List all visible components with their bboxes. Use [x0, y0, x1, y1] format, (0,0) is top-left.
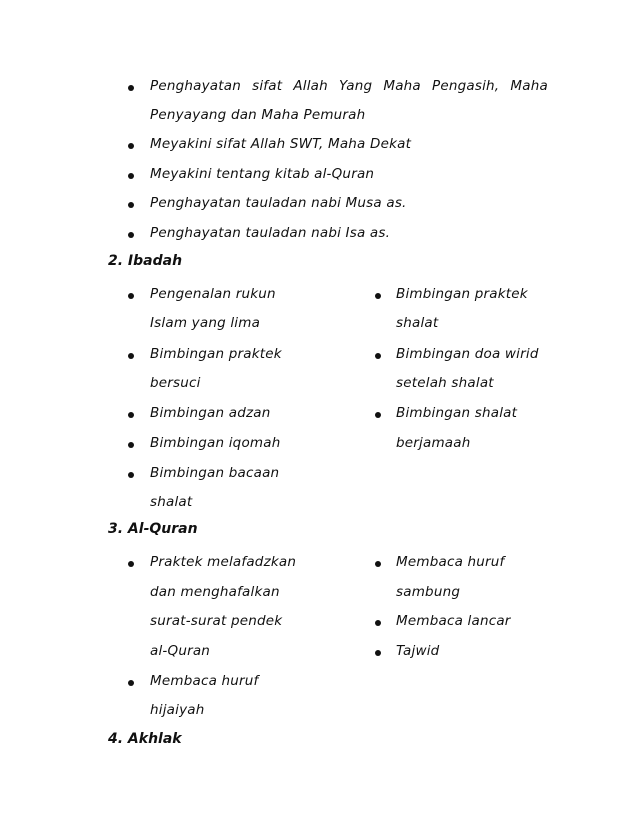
bullet-icon: [128, 85, 134, 91]
list-item-continuation: setelah shalat: [396, 375, 494, 391]
bullet-icon: [375, 561, 381, 567]
list-item: Bimbingan adzan: [150, 405, 271, 421]
list-item-word: Allah: [293, 78, 328, 94]
bullet-icon: [375, 293, 381, 299]
list-item-word: sifat: [252, 78, 283, 94]
list-item: Bimbingan doa wirid: [396, 346, 539, 362]
bullet-icon: [128, 173, 134, 179]
list-item-continuation: shalat: [150, 494, 193, 510]
list-item: Pengenalan rukun: [150, 286, 276, 302]
list-item-continuation: hijaiyah: [150, 702, 205, 718]
bullet-icon: [375, 353, 381, 359]
bullet-icon: [128, 143, 134, 149]
list-item-continuation: Penyayang dan Maha Pemurah: [150, 107, 366, 123]
list-item: Bimbingan shalat: [396, 405, 518, 421]
list-item-continuation: berjamaah: [396, 435, 471, 451]
bullet-icon: [128, 293, 134, 299]
list-item: Bimbingan iqomah: [150, 435, 281, 451]
list-item: Membaca huruf: [396, 554, 505, 570]
bullet-icon: [128, 561, 134, 567]
list-item: Bimbingan bacaan: [150, 465, 280, 481]
list-item-continuation: shalat: [396, 315, 439, 331]
bullet-icon: [128, 412, 134, 418]
list-item: Meyakini tentang kitab al-Quran: [150, 166, 375, 182]
list-item: Membaca lancar: [396, 613, 511, 629]
list-item-continuation: dan menghafalkan: [150, 584, 280, 600]
list-item-word: Penghayatan: [150, 78, 241, 94]
list-item: Penghayatan tauladan nabi Musa as.: [150, 195, 407, 211]
list-item: Bimbingan praktek: [396, 286, 528, 302]
bullet-icon: [128, 442, 134, 448]
list-item-continuation: Islam yang lima: [150, 315, 261, 331]
list-item: Membaca huruf: [150, 673, 259, 689]
list-item-word: Maha: [383, 78, 421, 94]
bullet-icon: [128, 472, 134, 478]
list-item: Penghayatan tauladan nabi Isa as.: [150, 225, 391, 241]
bullet-icon: [375, 650, 381, 656]
list-item: Meyakini sifat Allah SWT, Maha Dekat: [150, 136, 412, 152]
list-item-word: Maha: [510, 78, 548, 94]
list-item: Bimbingan praktek: [150, 346, 282, 362]
section-heading: 2. Ibadah: [108, 253, 183, 269]
bullet-icon: [375, 412, 381, 418]
list-item-word: Yang: [339, 78, 373, 94]
bullet-icon: [375, 620, 381, 626]
section-heading: 3. Al-Quran: [108, 521, 198, 537]
list-item: Praktek melafadzkan: [150, 554, 297, 570]
section-heading: 4. Akhlak: [108, 731, 182, 747]
bullet-icon: [128, 353, 134, 359]
bullet-icon: [128, 202, 134, 208]
list-item: [150, 78, 548, 94]
list-item-continuation: al-Quran: [150, 643, 211, 659]
list-item: Tajwid: [396, 643, 440, 659]
list-item-continuation: bersuci: [150, 375, 201, 391]
bullet-icon: [128, 680, 134, 686]
list-item-word: Pengasih,: [432, 78, 500, 94]
bullet-icon: [128, 232, 134, 238]
list-item-continuation: surat-surat pendek: [150, 613, 283, 629]
list-item-continuation: sambung: [396, 584, 461, 600]
